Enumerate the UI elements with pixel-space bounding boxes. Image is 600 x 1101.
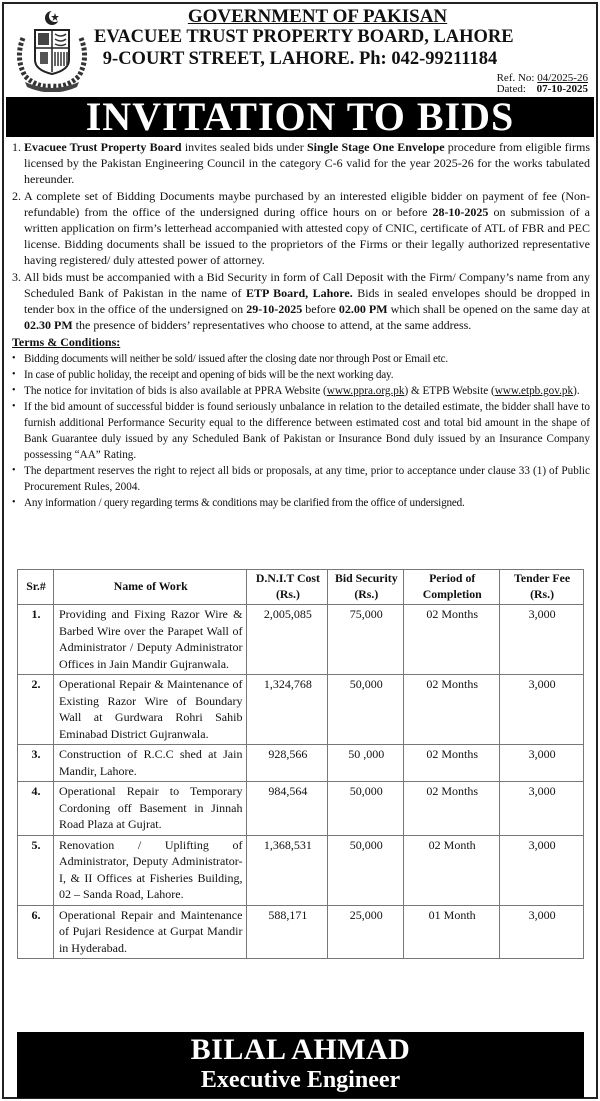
col-name-of-work: Name of Work xyxy=(53,570,247,605)
bullet-icon: • xyxy=(12,400,16,412)
ppra-website-link[interactable]: www.ppra.org.pk xyxy=(326,384,405,397)
signatory-designation: Executive Engineer xyxy=(200,1067,401,1093)
paragraph-text: Evacuee Trust Property Board invites sealed bids under Single Stage One Envelope procedure from eligible firms licensed by the Pakistan Engineering Council in the category C-6 valid for the year 2025-26 for the works tabulated hereunder. xyxy=(24,140,590,187)
col-sr: Sr.# xyxy=(18,570,54,605)
notice-body xyxy=(4,137,596,511)
bullet-icon: • xyxy=(12,352,16,364)
organization-name: EVACUEE TRUST PROPERTY BOARD, LAHORE xyxy=(94,27,514,47)
reference-label: Ref. No: xyxy=(496,72,535,84)
paragraph-2 xyxy=(12,188,590,269)
table-row: 1. Providing and Fixing Razor Wire & Barbed Wire over the Parapet Wall of Administrator / Deputy Administrator Offices in Jain Mandir Gujranwala. 2,005,085 75,000 02 Months 3,000 xyxy=(18,605,584,675)
table-row: 4. Operational Repair to Temporary Cordoning off Basement in Jinnah Road Plaza at Gujrat. 984,564 50,000 02 Months 3,000 xyxy=(18,782,584,836)
paragraph-text: All bids must be accompanied with a Bid Security in form of Call Deposit with the Firm/ Company’s name from any Scheduled Bank of Pakistan in the name of ETP Board, Lahore. Bids in sealed envelopes should be dropped in tender box in the office of the undersigned on 29-10-2025 before 02.00 PM which shall be opened on the same day at 02.30 PM the presence of bidders’ representatives who choose to attend, at the same address. xyxy=(24,269,591,333)
table-row: 6. Operational Repair and Maintenance of Pujari Residence at Gurpat Mandir in Hyderabad. 588,171 25,000 01 Month 3,000 xyxy=(18,905,584,959)
terms-item: • If the bid amount of successful bidder is found seriously unbalance in relation to the detailed estimate, the bidder shall have to furnish additional Performance Security equal to the difference between estimated cost and total bid amount in the shape of Bank Guarantee duly issued by any Scheduled Bank of Pakistan or Insurance Bond duly issued by an Insurance Company possessing “AA” Rating. xyxy=(12,400,590,461)
reference-value: 04/2025-26 xyxy=(537,72,588,84)
terms-item: • The notice for invitation of bids is also available at PPRA Website (www.ppra.org.pk) & ETPB Website (www.etpb.gov.pk). xyxy=(12,384,580,397)
terms-item: • Bidding documents will neither be sold/ issued after the closing date nor through Post or Email etc. xyxy=(12,352,448,365)
col-bid-security: Bid Security (Rs.) xyxy=(328,570,404,605)
dated xyxy=(497,84,588,95)
signatory-name: BILAL AHMAD xyxy=(190,1033,411,1066)
dated-value: 07-10-2025 xyxy=(536,83,588,95)
table-header-row xyxy=(18,570,584,605)
dated-label: Dated: xyxy=(496,83,526,95)
col-tender-fee: Tender Fee (Rs.) xyxy=(500,570,584,605)
state-emblem-icon xyxy=(11,8,93,92)
signature-block xyxy=(17,1032,584,1098)
table-row: 3. Construction of R.C.C shed at Jain Mandir, Lahore. 928,566 50 ,000 02 Months 3,000 xyxy=(18,745,584,782)
page-title: INVITATION TO BIDS xyxy=(6,97,594,137)
bullet-icon: • xyxy=(12,464,16,476)
letterhead xyxy=(4,4,596,97)
table-row: 5. Renovation / Uplifting of Administrator, Deputy Administrator-I, & II Offices at Fisheries Building, 02 – Sanda Road, Lahore. 1,368,531 50,000 02 Month 3,000 xyxy=(18,835,584,905)
terms-item: • The department reserves the right to reject all bids or proposals, at any time, prior to acceptance under clause 33 (1) of Public Procurement Rules, 2004. xyxy=(12,464,590,493)
bullet-icon: • xyxy=(12,496,16,508)
paragraph-number: 3. xyxy=(12,269,21,284)
etpb-website-link[interactable]: www.etpb.gov.pk xyxy=(494,384,574,397)
bullet-icon: • xyxy=(12,384,16,396)
reference-block xyxy=(497,73,588,95)
paragraph-text: A complete set of Bidding Documents maybe purchased by an interested eligible bidder on payment of fee (Non-refundable) from the office of the undersigned during office hours on or before 28-10-2025 on submission of a written application on firm’s letterhead accompanied with attested copy of CNIC, certificate of ATL of FBR and PEC license. Bidding documents shall be issued to the proprietors of the Firms or their legally authorized representative having registered/ duly attested power of attorney. xyxy=(24,188,590,268)
col-period: Period of Completion xyxy=(404,570,500,605)
terms-item: • In case of public holiday, the receipt and opening of bids will be the next working day. xyxy=(12,368,394,381)
col-dnit-cost: D.N.I.T Cost (Rs.) xyxy=(247,570,328,605)
works-table xyxy=(17,569,584,959)
paragraph-1 xyxy=(12,139,590,188)
bullet-icon: • xyxy=(12,368,16,380)
paragraph-number: 1. xyxy=(12,140,21,154)
government-heading: GOVERNMENT OF PAKISAN xyxy=(187,6,448,27)
paragraph-3 xyxy=(12,269,590,334)
table-row: 2. Operational Repair & Maintenance of Existing Razor Wire of Boundary Wall at Gurdwara Rohri Sahib Eminabad District Gujranwala. 1,324,768 50,000 02 Months 3,000 xyxy=(18,675,584,745)
paragraph-number: 2. xyxy=(12,188,21,203)
terms-heading: Terms & Conditions: xyxy=(12,335,121,350)
organization-address: 9-COURT STREET, LAHORE. Ph: 042-99211184 xyxy=(102,49,498,69)
terms-item: • Any information / query regarding terms & conditions may be clarified from the office of undersigned. xyxy=(12,496,465,509)
